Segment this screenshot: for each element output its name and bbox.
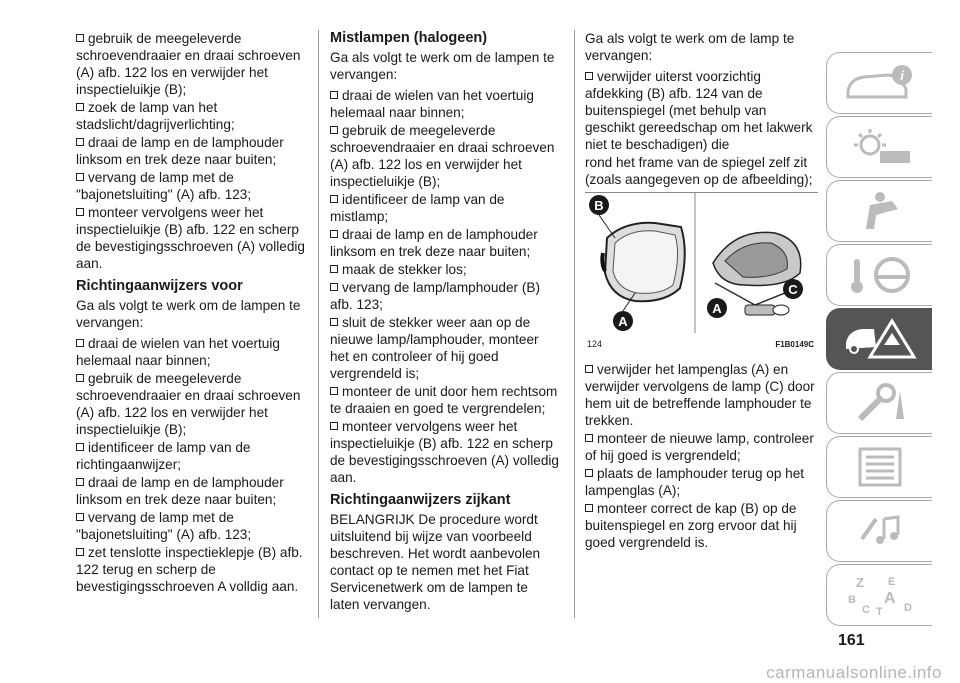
list-item-text: draai de lamp en de lamphouder linksom en trek deze naar buiten; (330, 227, 538, 259)
figure-124 (585, 192, 818, 353)
col2-paragraph: BELANGRIJK De procedure wordt uitsluitend bij wijze van voorbeeld beschreven. Het wordt aanbevolen contact op te nemen met het Fiat Servicenetwerk om de lampen te laten vervangen. (330, 512, 541, 612)
list-item-text: draai de lamp en de lamphouder linksom en trek deze naar buiten; (76, 135, 284, 167)
svg-text:E: E (887, 576, 895, 588)
list-item-text: verwijder het lampenglas (A) en verwijder vervolgens de lamp (C) door hem uit de betreffende lamphouder te trekken. (585, 362, 815, 428)
checkbox-bullet-icon (76, 478, 84, 486)
checkbox-bullet-icon (585, 72, 593, 80)
checkbox-bullet-icon (585, 434, 593, 442)
steering-key-icon (840, 253, 920, 297)
tab-index[interactable] (826, 564, 932, 626)
col2-list (330, 87, 560, 486)
list-item-text: monteer de unit door hem rechtsom te draaien en goed te vergrendelen; (330, 384, 558, 416)
list-item (330, 418, 560, 486)
checkbox-bullet-icon (76, 208, 84, 216)
checkbox-bullet-icon (76, 339, 84, 347)
list-item (76, 544, 306, 595)
dashboard-lights-icon (840, 125, 920, 169)
svg-text:D: D (903, 602, 912, 614)
list-item-text: draai de wielen van het voertuig helemaal naar binnen; (76, 336, 280, 368)
chapter-tabs (826, 52, 932, 628)
checkbox-bullet-icon (330, 283, 338, 291)
figure-label-a: A (618, 314, 628, 329)
checkbox-bullet-icon (330, 230, 338, 238)
multimedia-icon (840, 509, 920, 553)
checkbox-bullet-icon (76, 173, 84, 181)
svg-text:Z: Z (855, 575, 864, 590)
list-item-text: gebruik de meegeleverde schroevendraaier en draai schroeven (A) afb. 122 los en verwijder het inspectieluikje (B); (76, 371, 301, 437)
checkbox-bullet-icon (330, 318, 338, 326)
col3-list-b (585, 361, 815, 551)
list-item-text: draai de lamp en de lamphouder linksom en trek deze naar buiten; (76, 475, 284, 507)
list-item (330, 314, 560, 382)
figure-label-c: C (788, 282, 798, 297)
list-item (330, 279, 560, 313)
col3-intro: Ga als volgt te werk om de lamp te vervangen: (585, 31, 795, 63)
list-item (585, 500, 815, 551)
list-item-text: monteer vervolgens weer het inspectieluikje (B) afb. 122 en scherp de bevestigingsschroeven (A) volledig aan. (330, 419, 559, 485)
list-item-text: plaats de lamphouder terug op het lampenglas (A); (585, 466, 805, 498)
list-item (76, 509, 306, 543)
car-info-icon (840, 61, 920, 105)
list-item-text: gebruik de meegeleverde schroevendraaier en draai schroeven (A) afb. 122 los en verwijder het inspectieluikje (B); (76, 31, 301, 97)
column-1 (76, 30, 306, 596)
list-item (585, 361, 815, 429)
mirror-illustration (585, 193, 818, 343)
tab-steering-key[interactable] (826, 244, 932, 306)
list-item (76, 169, 306, 203)
list-item (330, 122, 560, 190)
checkbox-bullet-icon (330, 265, 338, 273)
list-item (330, 383, 560, 417)
service-wrench-icon (840, 381, 920, 425)
figure-label-a: A (712, 301, 722, 316)
list-item-text: draai de wielen van het voertuig helemaal naar binnen; (330, 88, 534, 120)
tab-warning-triangle[interactable] (826, 308, 932, 370)
heading-richtingaanwijzers-zijkant: Richtingaanwijzers zijkant (330, 492, 511, 508)
checkbox-bullet-icon (76, 443, 84, 451)
list-item-text: monteer vervolgens weer het inspectieluikje (B) afb. 122 en scherp de bevestigingsschroeven (A) volledig aan. (76, 205, 305, 271)
col1-list-a (76, 30, 306, 272)
list-item (330, 226, 560, 260)
checkbox-bullet-icon (330, 195, 338, 203)
list-item-text: maak de stekker los; (342, 262, 467, 277)
checkbox-bullet-icon (76, 103, 84, 111)
list-item-text: monteer de nieuwe lamp, controleer of hij goed is vergrendeld; (585, 431, 814, 463)
checkbox-bullet-icon (330, 422, 338, 430)
list-item (76, 474, 306, 508)
data-list-icon (840, 445, 920, 489)
list-item (585, 68, 815, 153)
checkbox-bullet-icon (76, 374, 84, 382)
tab-airbag-seat[interactable] (826, 180, 932, 242)
list-item-text: identificeer de lamp van de mistlamp; (330, 192, 505, 224)
tab-multimedia[interactable] (826, 500, 932, 562)
checkbox-bullet-icon (330, 387, 338, 395)
list-item-text: vervang de lamp met de "bajonetsluiting" (A) afb. 123; (76, 170, 252, 202)
tab-car-info[interactable] (826, 52, 932, 114)
page-number: 161 (838, 632, 865, 649)
list-item (76, 439, 306, 473)
heading-richtingaanwijzers-voor: Richtingaanwijzers voor (76, 278, 243, 294)
watermark: carmanualsonline.info (766, 663, 942, 682)
heading-mistlampen: Mistlampen (halogeen) (330, 30, 488, 46)
svg-text:A: A (883, 590, 896, 607)
col1-intro: Ga als volgt te werk om de lampen te vervangen: (76, 298, 301, 330)
checkbox-bullet-icon (585, 365, 593, 373)
index-letters-icon (840, 573, 920, 617)
checkbox-bullet-icon (76, 34, 84, 42)
list-item-text: identificeer de lamp van de richtingaanwijzer; (76, 440, 251, 472)
list-item-text: zet tenslotte inspectieklepje (B) afb. 122 terug en scherp de bevestigingsschroeven A volldig aan. (76, 545, 303, 594)
list-item-text: vervang de lamp/lamphouder (B) afb. 123; (330, 280, 540, 312)
col3-list-a (585, 68, 815, 153)
figure-number: 124 (587, 339, 603, 349)
list-item (76, 204, 306, 272)
col1-list-b (76, 335, 306, 595)
list-item (330, 87, 560, 121)
col2-intro: Ga als volgt te werk om de lampen te vervangen: (330, 50, 555, 82)
checkbox-bullet-icon (76, 548, 84, 556)
column-3 (585, 30, 815, 552)
tab-dashboard-lights[interactable] (826, 116, 932, 178)
column-divider (574, 30, 575, 618)
checkbox-bullet-icon (330, 126, 338, 134)
checkbox-bullet-icon (585, 469, 593, 477)
list-item-text: verwijder uiterst voorzichtig afdekking (B) afb. 124 van de buitenspiegel (met behulp van geschikt gereedschap om het lakwerk niet te beschadigen) die (585, 69, 813, 152)
list-item-text: gebruik de meegeleverde schroevendraaier en draai schroeven (A) afb. 122 los en verwijder het inspectieluikje (B); (330, 123, 555, 189)
list-item (330, 191, 560, 225)
list-item (76, 335, 306, 369)
list-item (76, 30, 306, 98)
checkbox-bullet-icon (76, 138, 84, 146)
warning-triangle-icon (840, 317, 920, 361)
list-item-text: sluit de stekker weer aan op de nieuwe lamp/lamphouder, monteer het en controleer of hij goed vergrendeld is; (330, 315, 539, 381)
list-item (76, 134, 306, 168)
figure-label-b: B (594, 198, 604, 213)
list-item (585, 430, 815, 464)
tab-service-wrench[interactable] (826, 372, 932, 434)
list-item-text: vervang de lamp met de "bajonetsluiting" (A) afb. 123; (76, 510, 252, 542)
checkbox-bullet-icon (330, 91, 338, 99)
svg-text:C: C (861, 604, 870, 616)
column-divider (318, 30, 319, 618)
list-item (76, 99, 306, 133)
list-item-text: zoek de lamp van het stadslicht/dagrijverlichting; (76, 100, 235, 132)
col3-paragraph: rond het frame van de spiegel zelf zit (zoals aangegeven op de afbeelding); (585, 155, 813, 187)
column-2 (330, 30, 560, 617)
list-item (76, 370, 306, 438)
tab-data-list[interactable] (826, 436, 932, 498)
svg-text:T: T (875, 606, 883, 617)
checkbox-bullet-icon (585, 504, 593, 512)
list-item-text: monteer correct de kap (B) op de buitenspiegel en zorg ervoor dat hij goed vergrendeld is. (585, 501, 797, 550)
svg-text:B: B (847, 594, 856, 606)
airbag-seat-icon (840, 189, 920, 233)
figure-code: F1B0149C (775, 340, 814, 349)
checkbox-bullet-icon (76, 513, 84, 521)
list-item (585, 465, 815, 499)
svg-text:i: i (899, 68, 904, 83)
list-item (330, 261, 560, 278)
